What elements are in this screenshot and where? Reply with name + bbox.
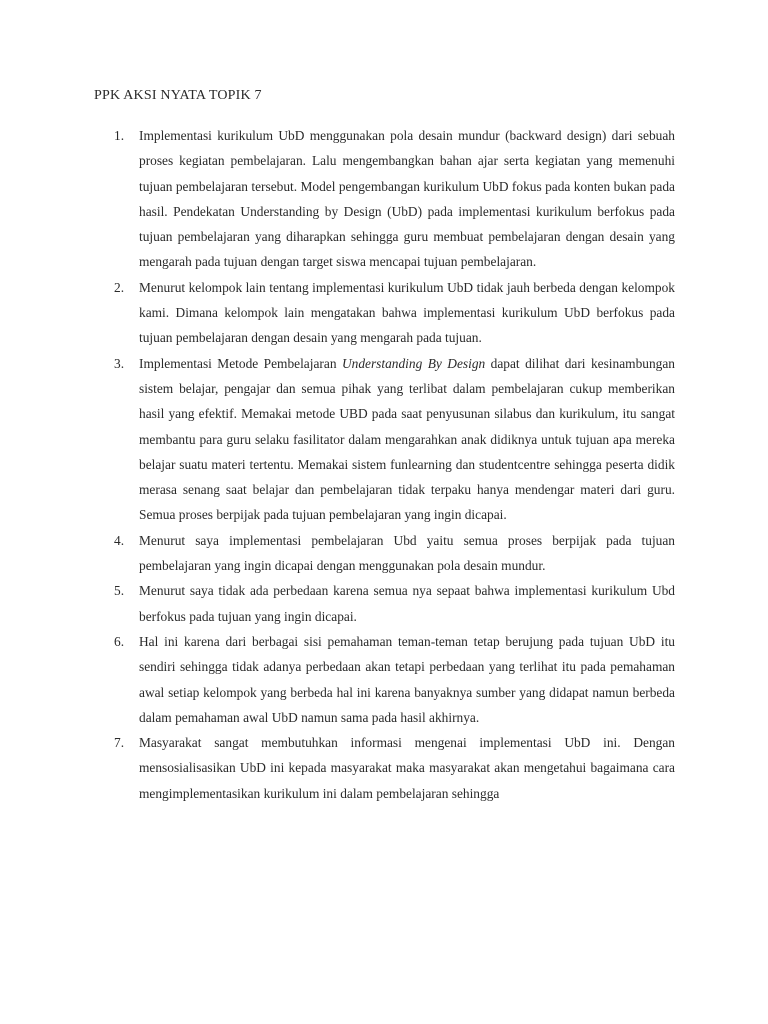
list-item-text: Masyarakat sangat membutuhkan informasi mengenai implementasi UbD ini. Dengan mensosialisasikan UbD ini kepada masyarakat maka masyarakat akan mengetahui bagaimana cara mengimplementasikan kurikulum ini dalam pembelajaran sehingga [139, 735, 675, 801]
list-item [110, 578, 675, 629]
list-item-text: Menurut saya implementasi pembelajaran Ubd yaitu semua proses berpijak pada tujuan pembelajaran yang ingin dicapai dengan menggunakan pola desain mundur. [139, 532, 675, 574]
list-item-text-start: Implementasi Metode Pembelajaran [139, 355, 342, 371]
list-item [110, 528, 675, 579]
list-item-text: Hal ini karena dari berbagai sisi pemahaman teman-teman tetap berujung pada tujuan UbD itu sendiri sehingga tidak adanya perbedaan akan tetapi perbedaan yang terlihat itu pada pemahaman awal setiap kelompok yang berbeda hal ini karena banyaknya sumber yang didapat namun berbeda dalam pemahaman awal UbD namun sama pada hasil akhirnya. [139, 633, 675, 725]
list-item [110, 351, 675, 528]
list-item-number: 1. [114, 128, 125, 143]
list-item-text: Menurut kelompok lain tentang implementasi kurikulum UbD tidak jauh berbeda dengan kelompok kami. Dimana kelompok lain mengatakan bahwa implementasi kurikulum UbD berfokus pada tujuan pembelajaran dengan desain yang mengarah pada tujuan. [139, 279, 675, 346]
list-item-number: 4. [114, 532, 125, 548]
document-title: PPK AKSI NYATA TOPIK 7 [94, 88, 262, 103]
list-item-number: 2. [114, 279, 125, 295]
list-item-text [139, 351, 675, 528]
list-item [110, 123, 675, 275]
list-item-text: Implementasi kurikulum UbD menggunakan pola desain mundur (backward design) dari sebuah proses kegiatan pembelajaran. Lalu mengembangkan bahan ajar serta kegiatan yang memenuhi tujuan pembelajaran tersebut. Model pengembangan kurikulum UbD fokus pada konten bukan pada hasil. Pendekatan Understanding by Design (UbD) pada implementasi kurikulum berfokus pada tujuan pembelajaran yang diharapkan sehingga guru membuat pembelajaran dengan desain yang mengarah pada tujuan dengan target siswa mencapai tujuan pembelajaran. [139, 128, 675, 270]
list-item-text-end: dapat dilihat dari kesinambungan sistem belajar, pengajar dan semua pihak yang terlibat dalam pembelajaran cukup memberikan hasil yang efektif. Memakai metode UBD pada saat penyusunan silabus dan kurikulum, itu sangat membantu para guru selaku fasilitator dalam mengarahkan anak didiknya untuk tujuan apa mereka belajar suatu materi tertentu. Memakai sistem funlearning dan studentcentre sehingga peserta didik merasa senang saat belajar dan pembelajaran tidak terpaku hanya mendengar materi dari guru. Semua proses berpijak pada tujuan pembelajaran yang ingin dicapai. [139, 355, 676, 523]
list-item-italic-term: Understanding By Design [341, 355, 486, 371]
list-item-number: 3. [114, 355, 125, 371]
list-item-text: Menurut saya tidak ada perbedaan karena semua nya sepaat bahwa implementasi kurikulum Ubd berfokus pada tujuan yang ingin dicapai. [139, 583, 675, 624]
numbered-list [110, 123, 675, 806]
list-item-number: 5. [114, 583, 125, 599]
list-item [110, 730, 675, 806]
list-item-number: 6. [114, 633, 125, 649]
list-item [110, 275, 675, 351]
list-item [110, 629, 675, 730]
list-item-number: 7. [114, 735, 125, 751]
